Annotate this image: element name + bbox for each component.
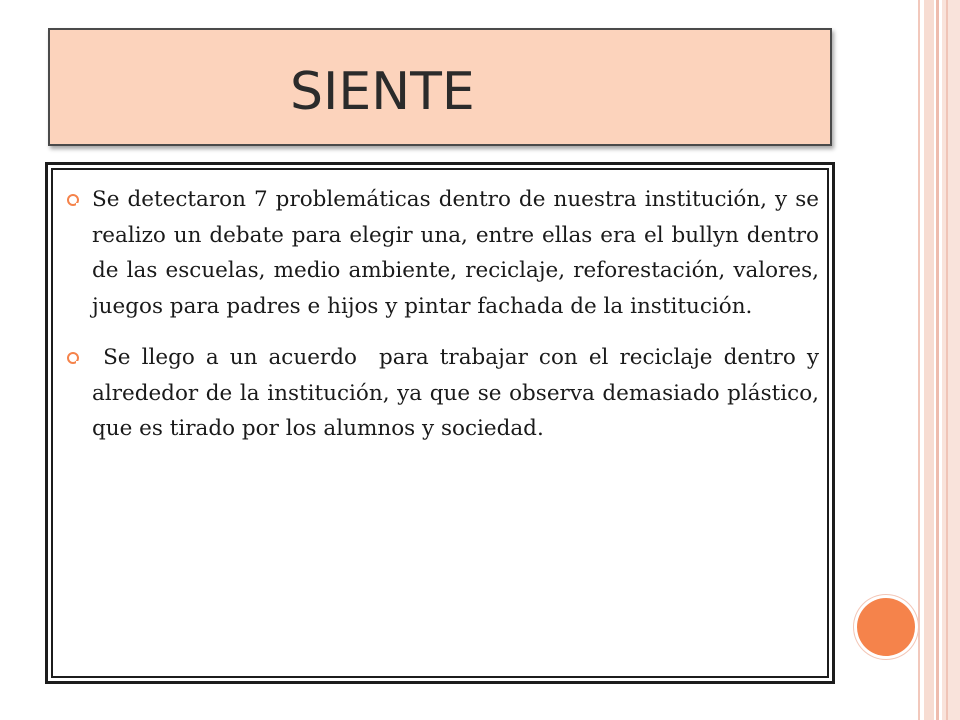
bullet-item <box>67 340 826 447</box>
decorative-circle <box>857 598 915 656</box>
bullet-list <box>67 182 833 463</box>
decorative-stripe <box>924 0 934 720</box>
decorative-stripe <box>936 0 939 720</box>
bullet-ring-icon <box>67 352 79 364</box>
content-box <box>45 162 835 684</box>
bullet-text: Se detectaron 7 problemáticas dentro de nuestra institución, y se realizo un debate para elegir una, entre ellas era el bullyn dentro de las escuelas, medio ambiente, reciclaje, reforestación, valores, juegos para padres e hijos y pintar fachada de la institución. <box>92 187 833 319</box>
slide-title: SIENTE <box>290 62 475 122</box>
decorative-stripe <box>918 0 920 720</box>
decorative-stripe <box>942 0 960 720</box>
decorative-stripe <box>946 0 948 720</box>
bullet-item <box>67 182 833 324</box>
content-inner-border <box>51 168 833 678</box>
bullet-ring-icon <box>67 194 79 206</box>
bullet-text: Se llego a un acuerdo para trabajar con el reciclaje dentro y alrededor de la institución, ya que se observa demasiado plástico, que es tirado por los alumnos y sociedad. <box>92 345 826 441</box>
